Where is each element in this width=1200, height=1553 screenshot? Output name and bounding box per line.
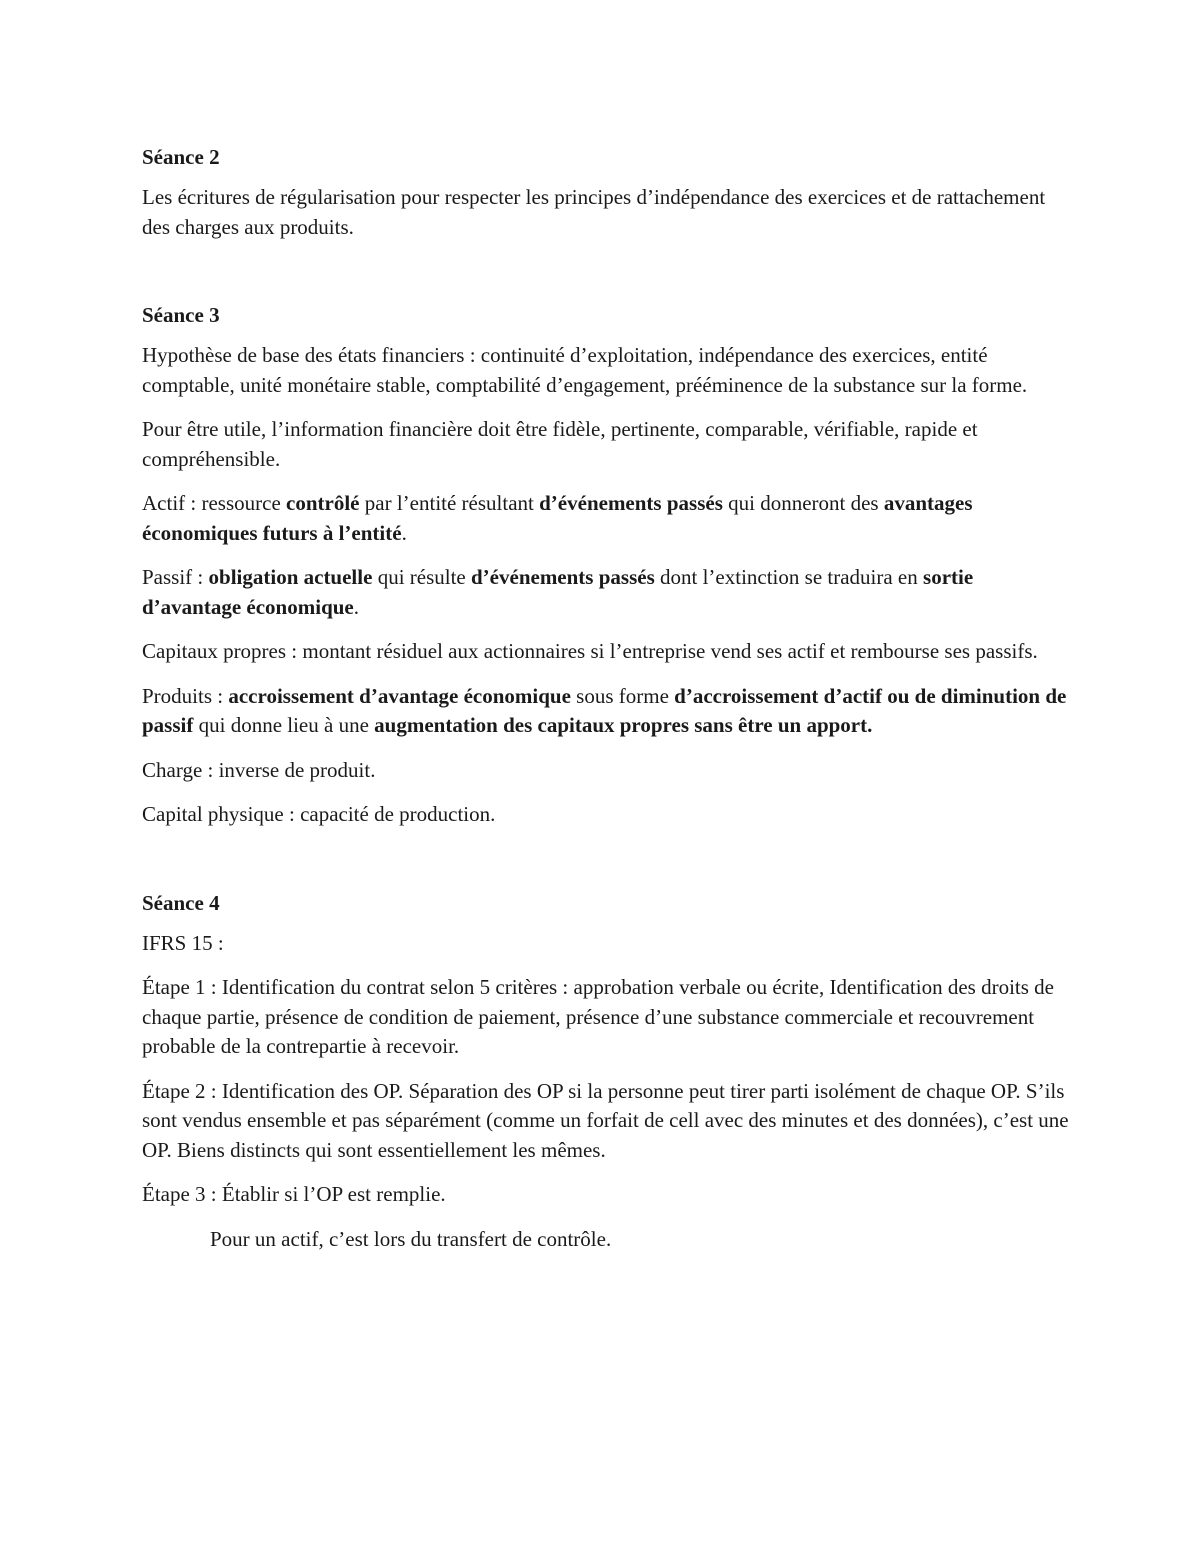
- paragraph-capital-physique: Capital physique : capacité de production.: [142, 802, 496, 826]
- paragraph-etape-1: Étape 1 : Identification du contrat selon 5 critères : approbation verbale ou écrite, Identification des droits de chaque partie, présence de condition de paiement, présence d’une substance commerciale et recouvrement probable de la contrepartie à recevoir.: [142, 975, 1055, 1058]
- paragraph-information-utile: Pour être utile, l’information financière doit être fidèle, pertinente, comparable, vérifiable, rapide et compréhensible.: [142, 417, 978, 471]
- paragraph-etape-2: Étape 2 : Identification des OP. Séparation des OP si la personne peut tirer parti isolément de chaque OP. S’ils sont vendus ensemble et pas séparément (comme un forfait de cell avec des minutes et des données), c’est une OP. Biens distincts qui sont essentiellement les mêmes.: [142, 1078, 1069, 1162]
- paragraph-charge: Charge : inverse de produit.: [142, 757, 376, 782]
- paragraph-ifrs-15: IFRS 15 :: [142, 930, 224, 955]
- section-heading-seance-2: Séance 2: [142, 145, 220, 169]
- paragraph-capitaux-propres: Capitaux propres : montant résiduel aux actionnaires si l’entreprise vend ses actif et rembourse ses passifs.: [142, 639, 1038, 663]
- paragraph-produits-definition: [142, 682, 1070, 741]
- passif-bold-1: obligation actuelle: [208, 565, 373, 589]
- actif-text-4: .: [401, 520, 407, 545]
- passif-text-3: dont l’extinction se traduira en: [654, 565, 924, 589]
- actif-bold-1: contrôlé: [286, 491, 360, 515]
- actif-text-2: par l’entité résultant: [359, 491, 540, 515]
- paragraph-actif-definition: [142, 489, 1070, 548]
- produits-text-3: qui donne lieu à une: [193, 713, 375, 737]
- passif-text-1: Passif :: [142, 565, 209, 589]
- actif-bold-2: d’événements passés: [539, 491, 723, 515]
- produits-bold-1: accroissement d’avantage économique: [228, 683, 571, 708]
- passif-bold-3: sortie d’avantage économique: [142, 565, 974, 619]
- paragraph-regularisation: Les écritures de régularisation pour respecter les principes d’indépendance des exercices et de rattachement des charges aux produits.: [142, 185, 1046, 239]
- section-spacer: [142, 845, 1070, 889]
- section-heading-seance-3: Séance 3: [142, 303, 220, 327]
- section-spacer: [142, 257, 1070, 301]
- produits-text-1: Produits :: [142, 683, 229, 708]
- section-heading-seance-4: Séance 4: [142, 890, 220, 915]
- produits-text-2: sous forme: [570, 683, 675, 708]
- passif-bold-2: d’événements passés: [471, 565, 655, 589]
- paragraph-passif-definition: [142, 563, 1070, 622]
- produits-bold-3: augmentation des capitaux propres sans être un apport.: [374, 713, 873, 737]
- paragraph-etape-3: Étape 3 : Établir si l’OP est remplie.: [142, 1182, 446, 1206]
- actif-text-3: qui donneront des: [722, 491, 884, 515]
- produits-bold-2: d’accroissement d’actif ou de diminution de passif: [142, 683, 1067, 737]
- actif-bold-3: avantages économiques futurs à l’entité: [142, 491, 973, 545]
- passif-text-2: qui résulte: [372, 565, 471, 589]
- passif-text-4: .: [353, 594, 359, 619]
- paragraph-transfert-controle: Pour un actif, c’est lors du transfert de contrôle.: [210, 1226, 612, 1251]
- actif-text-1: Actif : ressource: [142, 491, 287, 515]
- paragraph-hypotheses: Hypothèse de base des états financiers : continuité d’exploitation, indépendance des exercices, entité comptable, unité monétaire stable, comptabilité d’engagement, prééminence de la substance sur la forme.: [142, 343, 1028, 397]
